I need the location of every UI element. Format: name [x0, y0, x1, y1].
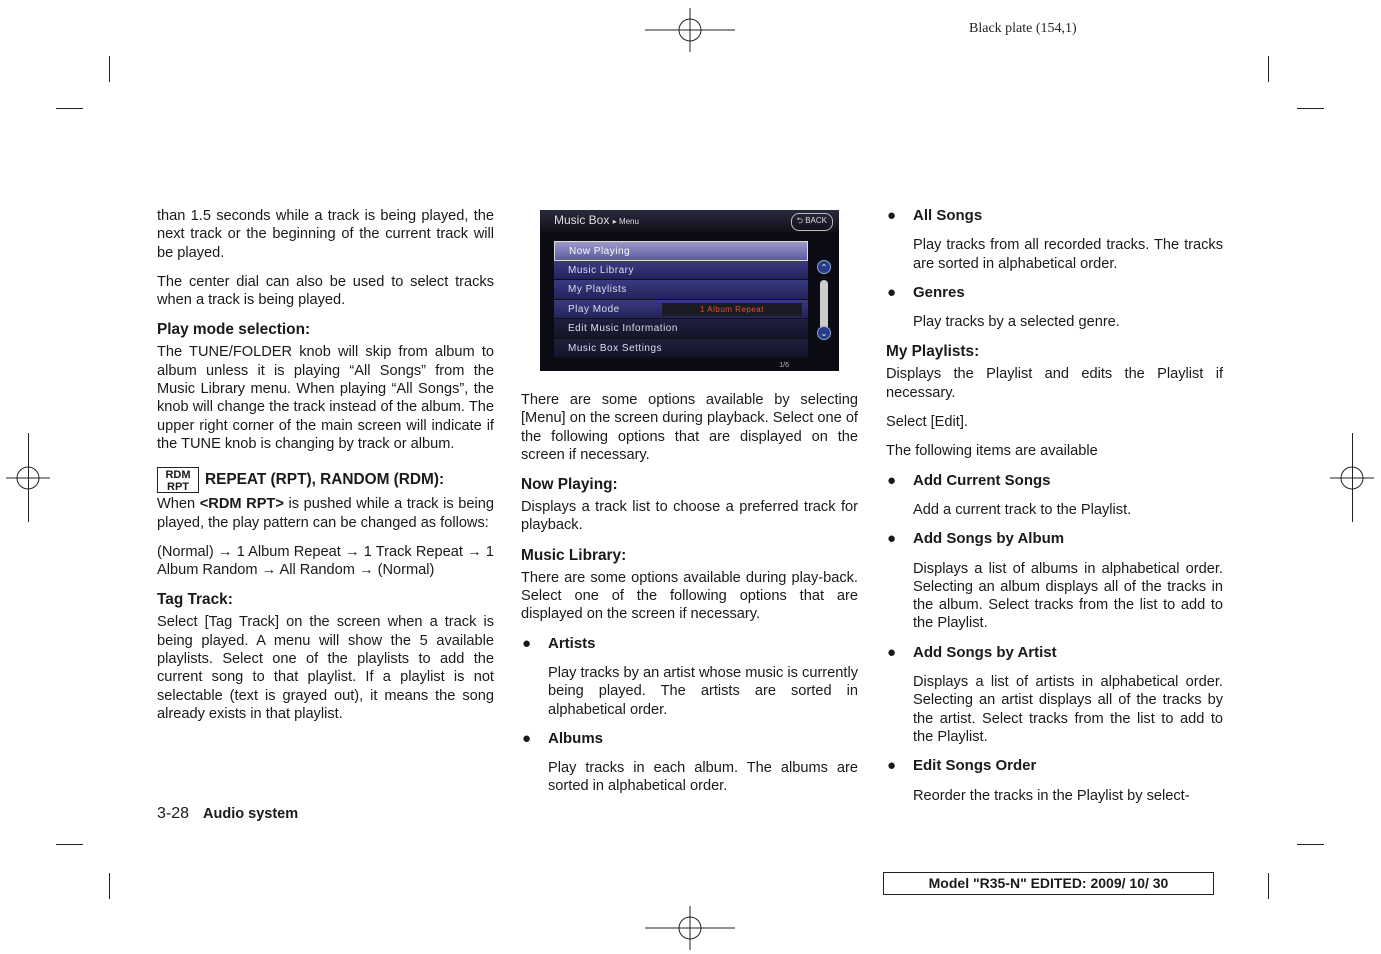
column-middle	[521, 391, 858, 807]
play-mode-value: 1 Album Repeat	[662, 303, 802, 316]
screen-page-indicator: 1/6	[779, 362, 789, 369]
menu-item-music-library: Music Library	[554, 261, 808, 281]
paragraph: than 1.5 seconds while a track is being played, the next track or the beginning of the current track will be played.	[157, 208, 494, 261]
scroll-down-icon: ⌄	[817, 326, 831, 340]
paragraph: There are some options available by selecting [Menu] on the screen during playback. Select one of the following options that are displayed on the screen if necessary.	[521, 392, 858, 463]
crop-mark	[1268, 56, 1269, 82]
heading-tag-track: Tag Track:	[157, 591, 233, 609]
bullet-description: Play tracks in each album. The albums are sorted in alphabetical order.	[548, 760, 858, 795]
crop-mark	[109, 56, 110, 82]
registration-target-icon	[645, 906, 735, 950]
bullet-description: Reorder the tracks in the Playlist by select-	[913, 787, 1190, 804]
column-left	[157, 207, 494, 734]
paragraph: Displays the Playlist and edits the Playlist if necessary.	[886, 366, 1223, 401]
crop-mark	[56, 108, 83, 109]
crop-mark	[1268, 873, 1269, 899]
bullet-description: Displays a list of artists in alphabetical order. Selecting an artist displays all of the tracks by the artist. Select tracks from the list to add to the Playlist.	[913, 674, 1223, 745]
bullet-description: Play tracks by an artist whose music is currently being played. The artists are sorted in alphabetical order.	[548, 664, 858, 718]
screen-header	[540, 210, 839, 232]
paragraph: Select [Edit].	[886, 414, 968, 431]
scroll-track	[820, 280, 828, 330]
paragraph: Select [Tag Track] on the screen when a track is being played. A menu will show the 5 available playlists. Select one of the playlists to add the current song to that playlist. If a playlist is not selectable (text is grayed out), it means the song already exists in that playlist.	[157, 614, 494, 722]
registration-target-icon	[645, 8, 735, 52]
paragraph: The following items are available	[886, 443, 1098, 460]
menu-item-edit-music-info: Edit Music Information	[554, 319, 808, 339]
crop-mark	[56, 844, 83, 845]
screen-title: Music Box	[554, 213, 610, 227]
rdm-rpt-button-icon: RDM RPT	[157, 467, 199, 493]
paragraph: The center dial can also be used to select tracks when a track is being played.	[157, 273, 494, 309]
paragraph: The TUNE/FOLDER knob will skip from album to album unless it is playing “All Songs” from the Music Library menu. When playing “All Songs”, the knob will change the track instead of the album. The upper right corner of the main screen will indicate if the TUNE knob is changing by track or album.	[157, 344, 494, 452]
crop-mark	[109, 873, 110, 899]
plate-label: Black plate (154,1)	[969, 21, 1077, 36]
bullet-item: ● Add Songs by Artist	[887, 643, 1057, 661]
back-button: ⮌ BACK	[791, 213, 833, 231]
menu-item-my-playlists: My Playlists	[554, 280, 808, 300]
music-box-menu-screenshot	[540, 210, 839, 371]
heading-my-playlists: My Playlists:	[886, 343, 980, 361]
paragraph: Displays a track list to choose a preferred track for playback.	[521, 499, 858, 534]
column-right	[886, 207, 1223, 816]
crop-mark	[1297, 844, 1324, 845]
paragraph: There are some options available during play-back. Select one of the following options that are displayed on the screen if necessary.	[521, 569, 858, 623]
registration-target-icon	[6, 456, 50, 500]
crop-mark	[1297, 108, 1324, 109]
bullet-description: Add a current track to the Playlist.	[913, 501, 1132, 518]
bullet-description: Displays a list of albums in alphabetical order. Selecting an album displays all of the tracks in the album. Select tracks from the list to add to the Playlist.	[913, 560, 1223, 632]
heading-play-mode: Play mode selection:	[157, 321, 311, 339]
page-number: 3-28	[157, 805, 190, 822]
bullet-item: ● Add Current Songs	[887, 471, 1051, 489]
bullet-item: ● Edit Songs Order	[887, 757, 1037, 775]
screen-breadcrumb: ▸ Menu	[612, 217, 639, 226]
section-name: Audio system	[203, 806, 299, 822]
heading-music-library: Music Library:	[521, 546, 627, 564]
bullet-item: ● Add Songs by Album	[887, 530, 1065, 548]
bullet-item: ● All Songs	[887, 207, 983, 224]
model-edited-box: Model "R35-N" EDITED: 2009/ 10/ 30	[883, 872, 1214, 895]
registration-target-icon	[1330, 456, 1374, 500]
bullet-item: ● Artists	[522, 634, 596, 652]
screen-scrollbar	[817, 240, 831, 362]
screen-menu	[554, 241, 808, 358]
bullet-item: ● Albums	[522, 729, 604, 747]
bullet-description: Play tracks from all recorded tracks. The tracks are sorted in alphabetical order.	[913, 237, 1223, 272]
paragraph: When <RDM RPT> is pushed while a track is being played, the play pattern can be changed as follows:	[157, 496, 494, 531]
bullet-item: ● Genres	[887, 283, 965, 301]
heading-repeat-random: RDM RPT REPEAT (RPT), RANDOM (RDM):	[157, 467, 494, 493]
menu-item-play-mode: Play Mode 1 Album Repeat	[554, 300, 808, 320]
menu-item-now-playing: Now Playing	[554, 241, 808, 261]
play-pattern-sequence: (Normal) → 1 Album Repeat → 1 Track Repeat → 1 Album Random → All Random → (Normal)	[157, 543, 494, 579]
heading-now-playing: Now Playing:	[521, 476, 618, 494]
scroll-up-icon: ⌃	[817, 260, 831, 274]
menu-item-music-box-settings: Music Box Settings	[554, 339, 808, 359]
bullet-description: Play tracks by a selected genre.	[913, 314, 1120, 331]
page-footer	[157, 805, 298, 823]
